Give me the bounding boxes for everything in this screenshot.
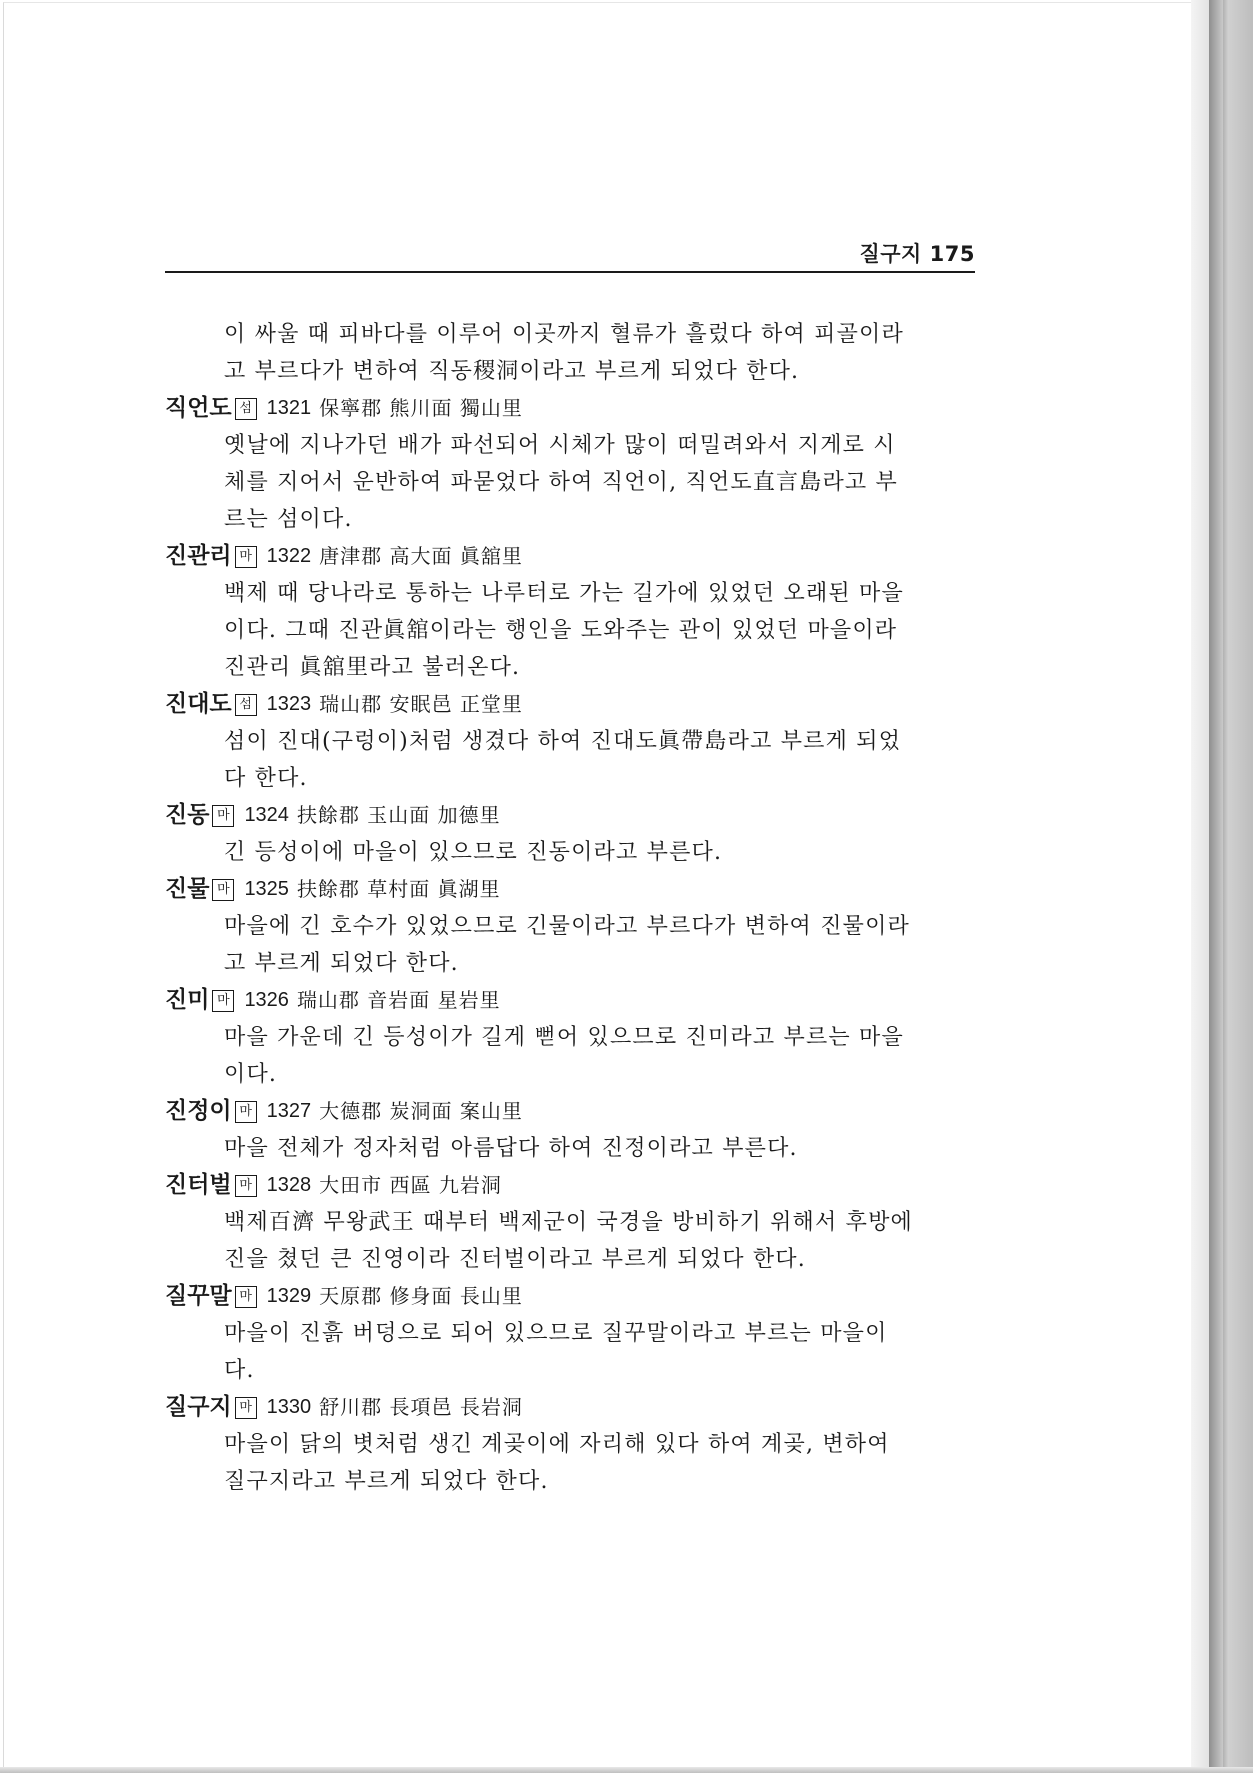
entry-type-badge: 섬 <box>235 694 257 716</box>
entry-number: 1324 <box>244 804 289 826</box>
entry-heading <box>165 982 980 1019</box>
entry-heading <box>165 797 980 834</box>
entry-type-badge: 마 <box>235 1175 257 1197</box>
entry-description-line: 이다. 그때 진관眞舘이라는 행인을 도와주는 관이 있었던 마을이라 <box>224 618 898 643</box>
entry-description-line: 마을이 진흙 버덩으로 되어 있으므로 질꾸말이라고 부르는 마을이 <box>224 1321 888 1346</box>
entry-heading <box>165 871 980 908</box>
running-header <box>165 232 975 272</box>
entry-name: 진관리 <box>165 543 232 569</box>
entry-location: 扶餘郡 草村面 眞湖里 <box>296 877 501 901</box>
entry-heading <box>165 538 980 575</box>
entry-name: 진정이 <box>165 1098 232 1124</box>
entry-description-line: 마을 가운데 긴 등성이가 길게 뻗어 있으므로 진미라고 부르는 마을 <box>224 1025 904 1050</box>
continuation-line: 고 부르다가 변하여 직동稷洞이라고 부르게 되었다 한다. <box>224 359 800 384</box>
entry-name: 진터벌 <box>165 1172 232 1198</box>
entry-description-line: 다 한다. <box>224 766 308 791</box>
entry-heading <box>165 686 980 723</box>
dictionary-entries <box>165 316 980 1500</box>
entry-heading <box>165 390 980 427</box>
entry-location: 瑞山郡 音岩面 星岩里 <box>296 988 501 1012</box>
page-bottom-edge <box>0 1767 1253 1773</box>
entry-number: 1327 <box>266 1100 312 1122</box>
header-rule <box>165 271 975 273</box>
running-title: 질구지 175 <box>859 242 975 266</box>
entry-type-badge: 마 <box>235 1397 257 1419</box>
entry-number: 1322 <box>266 545 312 567</box>
entry-location: 大德郡 炭洞面 案山里 <box>319 1099 523 1123</box>
page-stack-edge <box>1191 0 1253 1773</box>
entry-location: 天原郡 修身面 長山里 <box>319 1284 523 1308</box>
entry-description-line: 긴 등성이에 마을이 있으므로 진동이라고 부른다. <box>224 840 723 865</box>
entry-location: 唐津郡 高大面 眞舘里 <box>319 544 523 568</box>
entry-description-line: 진관리 眞舘里라고 불러온다. <box>224 655 521 680</box>
entry-location: 舒川郡 長項邑 長岩洞 <box>319 1395 523 1419</box>
entry-number: 1325 <box>244 878 289 900</box>
entry-location: 扶餘郡 玉山面 加德里 <box>296 803 501 827</box>
entry-type-badge: 마 <box>235 1101 257 1123</box>
entry-description-line: 고 부르게 되었다 한다. <box>224 951 459 976</box>
entry-description-line: 다. <box>224 1358 255 1383</box>
entry-description-line: 마을 전체가 정자처럼 아름답다 하여 진정이라고 부른다. <box>224 1136 798 1161</box>
entry-description-line: 마을이 닭의 볏처럼 생긴 계곶이에 자리해 있다 하여 계곶, 변하여 <box>224 1432 890 1457</box>
entry-number: 1329 <box>266 1285 312 1307</box>
entry-description-line: 진을 쳤던 큰 진영이라 진터벌이라고 부르게 되었다 한다. <box>224 1247 806 1272</box>
entry-type-badge: 마 <box>212 990 234 1012</box>
entry-heading <box>165 1389 980 1426</box>
entry-description-line: 르는 섬이다. <box>224 507 353 532</box>
entry-type-badge: 섬 <box>235 398 257 420</box>
entry-location: 保寧郡 熊川面 獨山里 <box>319 396 523 420</box>
entry-location: 大田市 西區 九岩洞 <box>319 1173 502 1197</box>
entry-name: 질꾸말 <box>165 1283 232 1309</box>
entry-name: 진미 <box>165 987 210 1013</box>
entry-name: 질구지 <box>165 1394 232 1420</box>
continuation-line: 이 싸울 때 피바다를 이루어 이곳까지 혈류가 흘렀다 하여 피골이라 <box>224 322 904 347</box>
entry-type-badge: 마 <box>212 879 234 901</box>
entry-description-line: 백제百濟 무왕武王 때부터 백제군이 국경을 방비하기 위해서 후방에 <box>224 1210 914 1235</box>
entry-type-badge: 마 <box>212 805 234 827</box>
entry-description-line: 섬이 진대(구렁이)처럼 생겼다 하여 진대도眞帶島라고 부르게 되었 <box>224 729 902 754</box>
entry-number: 1330 <box>266 1396 312 1418</box>
entry-type-badge: 마 <box>235 546 257 568</box>
entry-name: 직언도 <box>165 395 232 421</box>
entry-number: 1321 <box>266 397 312 419</box>
entry-name: 진대도 <box>165 691 232 717</box>
entry-number: 1328 <box>266 1174 312 1196</box>
entry-heading <box>165 1093 980 1130</box>
entry-name: 진동 <box>165 802 210 828</box>
entry-heading <box>165 1167 980 1204</box>
entry-description-line: 체를 지어서 운반하여 파묻었다 하여 직언이, 직언도直言島라고 부 <box>224 470 898 495</box>
entry-name: 진물 <box>165 876 210 902</box>
entry-description-line: 이다. <box>224 1062 278 1087</box>
entry-location: 瑞山郡 安眠邑 正堂里 <box>319 692 523 716</box>
entry-number: 1326 <box>244 989 289 1011</box>
entry-description-line: 질구지라고 부르게 되었다 한다. <box>224 1469 549 1494</box>
entry-description-line: 백제 때 당나라로 통하는 나루터로 가는 길가에 있었던 오래된 마을 <box>224 581 904 606</box>
entry-description-line: 마을에 긴 호수가 있었으므로 긴물이라고 부르다가 변하여 진물이라 <box>224 914 911 939</box>
entry-heading <box>165 1278 980 1315</box>
entry-type-badge: 마 <box>235 1286 257 1308</box>
entry-description-line: 옛날에 지나가던 배가 파선되어 시체가 많이 떠밀려와서 지게로 시 <box>224 433 896 458</box>
entry-number: 1323 <box>266 693 312 715</box>
